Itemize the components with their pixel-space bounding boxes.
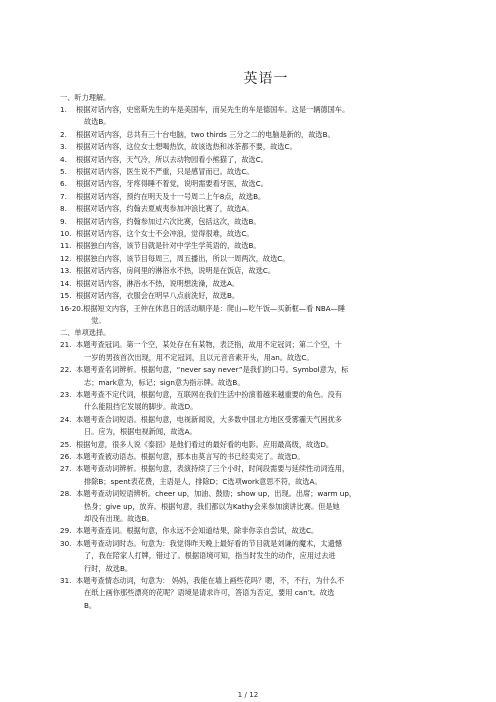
item-text-line: 日。应为，根据电视新闻，故选A。	[84, 427, 197, 437]
answer-item	[60, 104, 456, 129]
answer-item	[60, 414, 456, 439]
item-text-line: 本题考查被动语态。根据句意，那本由莫言写的书已经卖完了。故选D。	[76, 451, 305, 461]
item-text-line: 根据对话内容，这个女士不会冲浪，觉得很难，故选C。	[76, 229, 254, 239]
item-number: 13.	[60, 266, 72, 276]
item-text-line: 根据句意，很多人说《泰囧》是他们看过的最好看的电影。应用最高级，故选D。	[76, 439, 334, 449]
item-text-line: 根据对话内容，史密斯先生的车是美国车，而吴先生的车是德国车。这是一辆德国车。	[76, 105, 350, 114]
item-text-line: 本题考查合词短语。根据句意，电视新闻说，大多数中国北方地区受雾霾天气困扰多	[76, 414, 342, 424]
page-title: 英语一	[243, 71, 289, 87]
item-text-line: 根据独白内容，该节目每周三，周五播出，所以一周两次，故选C。	[76, 253, 290, 263]
item-text-line: 本题考查动词短语辨析。cheer up，加油、鼓励；show up，出现。出席；warm up，	[76, 489, 357, 499]
item-text-line: B。	[84, 600, 97, 610]
item-text	[76, 538, 456, 575]
item-number: 22.	[60, 365, 72, 375]
item-number: 25.	[60, 439, 72, 449]
answer-item	[60, 154, 456, 166]
item-text-line: 本题考查不定代词，根据句意，互联网在我们生活中扮演着越来越重要的角色。没有	[76, 389, 342, 399]
item-number: 27.	[60, 464, 72, 474]
item-number: 14.	[60, 278, 72, 288]
item-number: 21.	[60, 340, 72, 350]
item-text-line: 故选B。	[84, 117, 111, 127]
answer-item	[60, 228, 456, 240]
item-text-line: 一岁的男孩首次出现，用不定冠词，且以元音音素开头，用an。故选C。	[84, 352, 314, 362]
page-number: 1 / 12	[237, 690, 259, 699]
item-text	[76, 463, 456, 488]
item-text-line: 根据对话内容，医生说不严重，只是感冒而已。故选C。	[76, 167, 254, 177]
item-text-line: 排除B；spent表花费，主语是人，排除D；C选项work意思不符，故选A。	[84, 476, 322, 486]
item-text	[76, 451, 456, 463]
section-heading-choice: 二、单项选择。	[60, 328, 111, 338]
item-number: 23.	[60, 389, 72, 399]
answer-item	[60, 339, 456, 364]
item-text	[76, 278, 456, 290]
answer-item	[60, 525, 456, 537]
item-number: 31.	[60, 576, 72, 586]
item-text	[76, 488, 456, 525]
item-text-line: 什么能阻挡它发展的脚步。故选D。	[84, 402, 198, 412]
item-text	[76, 228, 456, 240]
item-text	[76, 575, 456, 612]
answer-item	[60, 290, 456, 302]
answer-item	[60, 166, 456, 178]
item-text-line: 根据对话内容，约翰去夏威夷参加冲浪比赛了，故选A。	[76, 204, 254, 214]
answer-item	[60, 451, 456, 463]
answer-item	[60, 538, 456, 575]
answer-item	[60, 389, 456, 414]
item-number: 10.	[60, 229, 72, 239]
item-number: 28.	[60, 489, 72, 499]
item-number: 30.	[60, 538, 72, 548]
item-text	[76, 141, 456, 153]
item-number: 3.	[60, 142, 67, 152]
item-text	[76, 389, 456, 414]
item-text	[76, 439, 456, 451]
item-number: 6.	[60, 179, 67, 189]
item-number: 5.	[60, 167, 67, 177]
item-text-line: 根据短文内容，王仲在休息日的活动顺序是：爬山—吃午饭—买新框—看 NBA—睡	[83, 303, 346, 313]
item-text-line: 根据对话内容，淋浴水不热，说明想洗澡，故选A。	[76, 278, 240, 288]
item-text-line: 根据对话内容，衣服会在明早八点前洗好，故选B。	[76, 291, 240, 301]
item-number: 8.	[60, 204, 67, 214]
item-text	[76, 166, 456, 178]
item-text-line: 根据独白内容，该节目就是针对中学生学英语的，故选B。	[76, 241, 261, 251]
item-text-line: 本题考查连词。根据句意，你永远不会知道结果，除非你亲自尝试，故选C。	[76, 526, 319, 536]
item-number: 26.	[60, 451, 72, 461]
item-text-line: 觉。	[91, 315, 106, 325]
item-text	[76, 216, 456, 228]
answer-item	[60, 364, 456, 389]
item-number: 16-20.	[60, 303, 84, 313]
answer-item	[60, 129, 456, 141]
answer-list-choice	[60, 339, 456, 612]
item-text-line: 根据对话内容，预约在明天及十一号周二上午8点，故选B。	[76, 191, 266, 201]
item-text-line: 本题考查冠词。第一个空，某处存在有某物，表泛指，故用不定冠词；第二个空，十	[76, 340, 342, 350]
item-text	[76, 265, 456, 277]
item-text	[76, 253, 456, 265]
item-text-line: 本题考查动词辨析。根据句意，表演持续了三个小时，时间段需要与延续性动词连用，	[76, 464, 350, 474]
item-text-line: 热身；give up，放弃。根据句意，我们都以为Kathy会来参加演讲比赛。但是她	[84, 501, 340, 511]
item-number: 7.	[60, 191, 67, 201]
item-text-line: 根据对话内容，总共有三十台电脑，two thirds 三分之二的电脑是新的，故选B。	[76, 129, 335, 139]
answer-item	[60, 253, 456, 265]
section-heading-listening: 一、听力理解。	[60, 93, 111, 102]
item-text	[76, 339, 456, 364]
item-text	[76, 364, 456, 389]
answer-item	[60, 488, 456, 525]
answer-item	[60, 303, 456, 328]
item-text-line: 根据对话内容，房间里的淋浴水不热，说明是在饭店，故选C。	[76, 266, 276, 276]
answer-item	[60, 265, 456, 277]
item-text-line: 本题考查情态动词，句意为： 妈妈，我能在墙上画些花吗？嗯，不，不行，为什么不	[76, 576, 345, 586]
item-text-line: 却没有出现。故选B。	[84, 514, 154, 523]
item-number: 15.	[60, 291, 72, 301]
item-text	[76, 178, 456, 190]
item-text	[76, 525, 456, 537]
item-text-line: 本题考查名词辨析。根据句意，“never say never”是我们的口号。Symbol意为，标	[76, 365, 349, 375]
item-text-line: 根据对话内容，天气冷，所以去动物园看小熊猫了，故选C。	[76, 154, 268, 164]
item-text-line: 根据对话内容，这位女士想喝热饮，故该选热和冰茶都不要，故选C。	[76, 142, 297, 152]
item-text	[76, 203, 456, 215]
item-text-line: 根据对话内容，约翰参加过六次比赛，包括这次，故选B。	[76, 216, 261, 226]
answer-item	[60, 463, 456, 488]
answer-item	[60, 439, 456, 451]
item-text-line: 根据对话内容，牙疼得睡不着觉，说明需要看牙医，故选C。	[76, 179, 268, 189]
item-text	[76, 414, 456, 439]
answer-item	[60, 141, 456, 153]
item-text	[76, 290, 456, 302]
answer-item	[60, 178, 456, 190]
answer-item	[60, 203, 456, 215]
item-text	[76, 104, 456, 129]
answer-item	[60, 240, 456, 252]
answer-item	[60, 278, 456, 290]
item-number: 12.	[60, 253, 72, 263]
item-text-line: 了，我在陪家人打牌，错过了。根据语境可知，指当时发生的动作，应用过去进	[84, 551, 336, 561]
item-text	[76, 240, 456, 252]
item-text	[76, 129, 456, 141]
item-text-line: 在纸上画你那些漂亮的花呢？语境是请求许可，答语为否定，要用 can’t。故选	[84, 588, 335, 598]
item-text	[83, 303, 456, 328]
item-text-line: 行时，故选B。	[84, 563, 133, 573]
answer-item	[60, 575, 456, 612]
answer-item	[60, 191, 456, 203]
answer-list-listening	[60, 104, 456, 327]
item-number: 1.	[60, 105, 67, 114]
item-number: 9.	[60, 216, 67, 226]
item-number: 24.	[60, 414, 72, 424]
answer-item	[60, 216, 456, 228]
item-text	[76, 154, 456, 166]
item-number: 4.	[60, 154, 67, 164]
item-text	[76, 191, 456, 203]
item-text-line: 本题考查动词时态。句意为：我觉得昨天晚上最好看的节目就是刘谦的魔术，太遗憾	[76, 538, 342, 548]
item-number: 29.	[60, 526, 72, 536]
item-number: 11.	[60, 241, 72, 251]
item-number: 2.	[60, 129, 67, 139]
item-text-line: 志；mark意为，标记；sign意为指示牌。故选B。	[84, 377, 245, 387]
